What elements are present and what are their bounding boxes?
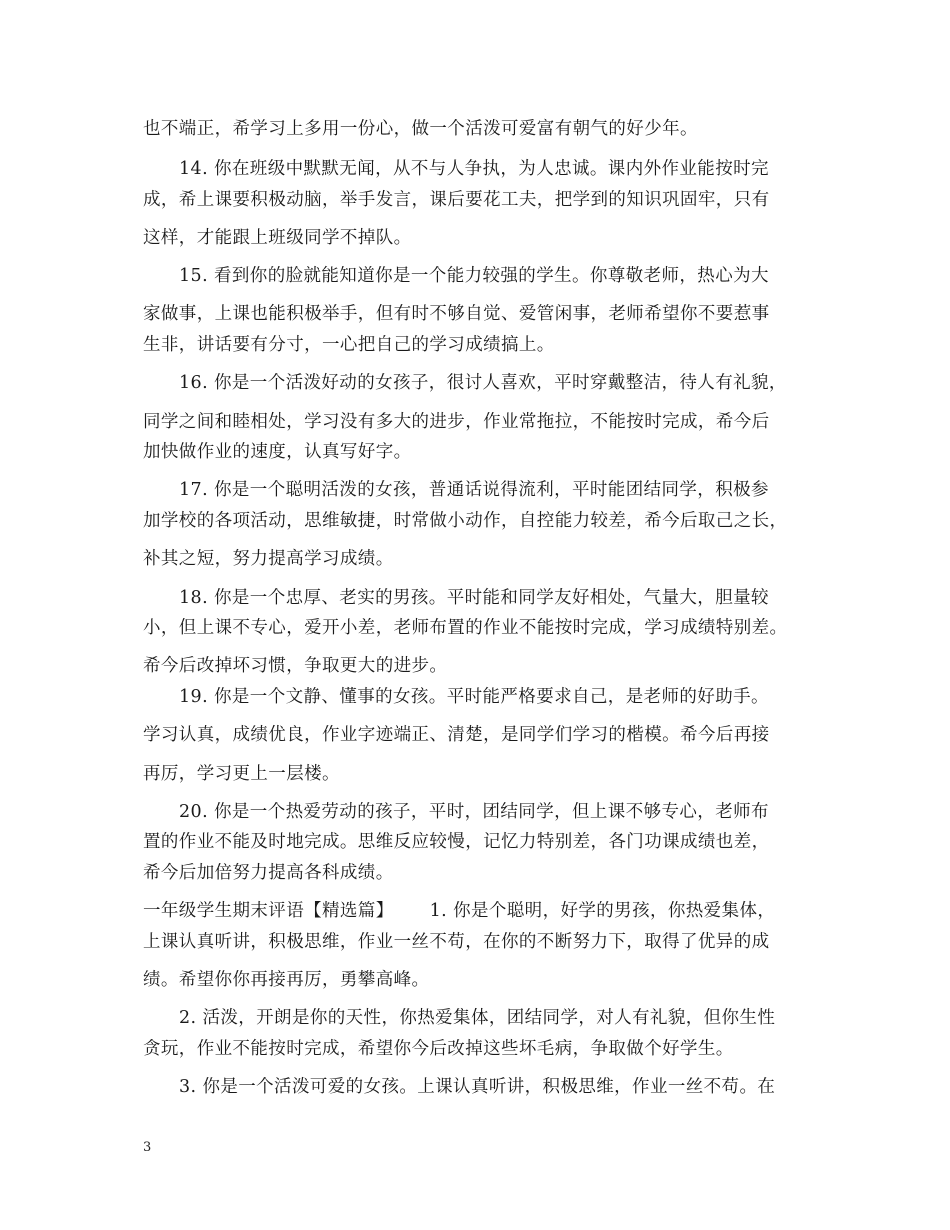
text-line: 3. 你是一个活泼可爱的女孩。上课认真听讲，积极思维，作业一丝不苟。在	[179, 1077, 776, 1097]
text-line: 加学校的各项活动，思维敏捷，时常做小动作，自控能力较差，希今后取己之长，	[143, 511, 788, 531]
text-line: 学习认真，成绩优良，作业字迹端正、清楚，是同学们学习的楷模。希今后再接	[143, 725, 770, 745]
text-line: 19. 你是一个文静、懂事的女孩。平时能严格要求自己，是老师的好助手。	[179, 687, 769, 707]
text-line: 补其之短，努力提高学习成绩。	[143, 549, 394, 569]
text-line: 20. 你是一个热爱劳动的孩子，平时，团结同学，但上课不够专心，老师布	[179, 802, 769, 822]
text-line: 加快做作业的速度，认真写好字。	[143, 442, 412, 462]
text-line: 2. 活泼，开朗是你的天性，你热爱集体，团结同学，对人有礼貌，但你生性	[179, 1008, 776, 1028]
section-heading-line	[143, 899, 775, 923]
text-line: 希今后加倍努力提高各科成绩。	[143, 863, 394, 883]
text-line: 同学之间和睦相处，学习没有多大的进步，作业常拖拉，不能按时完成，希今后	[143, 412, 770, 432]
text-line: 也不端正，希学习上多用一份心，做一个活泼可爱富有朝气的好少年。	[143, 119, 698, 139]
text-line: 15. 看到你的脸就能知道你是一个能力较强的学生。你尊敬老师，热心为大	[179, 266, 769, 286]
text-line: 上课认真听讲，积极思维，作业一丝不苟，在你的不断努力下，取得了优异的成	[143, 932, 770, 952]
text-line: 这样，才能跟上班级同学不掉队。	[143, 228, 412, 248]
text-line: 生非，讲话要有分寸，一心把自己的学习成绩搞上。	[143, 335, 555, 355]
text-line: 17. 你是一个聪明活泼的女孩，普通话说得流利，平时能团结同学，积极参	[179, 480, 769, 500]
text-line: 家做事，上课也能积极举手，但有时不够自觉、爱管闲事，老师希望你不要惹事	[143, 304, 770, 324]
text-line: 16. 你是一个活泼好动的女孩子，很讨人喜欢，平时穿戴整洁，待人有礼貌，	[179, 373, 787, 393]
text-line: 再厉，学习更上一层楼。	[143, 764, 340, 784]
text-line: 18. 你是一个忠厚、老实的男孩。平时能和同学友好相处，气量大，胆量较	[179, 588, 769, 608]
text-line: 小，但上课不专心，爱开小差，老师布置的作业不能按时完成，学习成绩特别差。	[143, 618, 788, 638]
text-line: 绩。希望你你再接再厉，勇攀高峰。	[143, 970, 430, 990]
text-line: 成，希上课要积极动脑，举手发言，课后要花工夫，把学到的知识巩固牢，只有	[143, 190, 770, 210]
text-line: 14. 你在班级中默默无闻，从不与人争执，为人忠诚。课内外作业能按时完	[179, 159, 769, 179]
text-line: 1. 你是个聪明，好学的男孩，你热爱集体，	[429, 901, 776, 921]
page-number: 3	[143, 1140, 152, 1155]
section-heading: 一年级学生期末评语【精选篇】	[143, 901, 394, 921]
text-line: 置的作业不能及时地完成。思维反应较慢，记忆力特别差，各门功课成绩也差，	[143, 832, 770, 852]
text-line: 贪玩，作业不能按时完成，希望你今后改掉这些坏毛病，争取做个好学生。	[143, 1039, 734, 1059]
text-line: 希今后改掉坏习惯，争取更大的进步。	[143, 656, 448, 676]
